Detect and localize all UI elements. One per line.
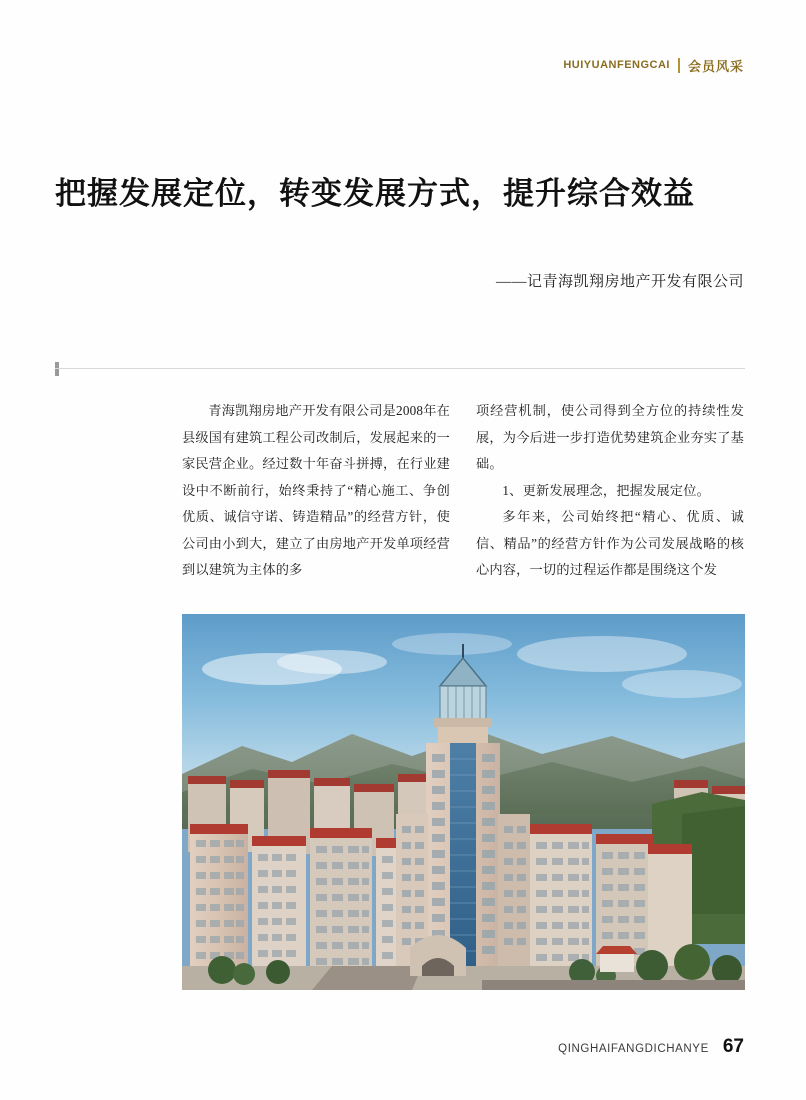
article-title: 把握发展定位，转变发展方式，提升综合效益 — [55, 176, 695, 211]
header-pinyin-label: HUIYUANFENGCAI — [563, 59, 670, 71]
article-body — [182, 398, 745, 584]
divider-cap — [55, 362, 59, 376]
paragraph: 1、更新发展理念，把握发展定位。 — [502, 482, 710, 498]
page-header — [563, 55, 744, 75]
paragraph: 项经营机制，使公司得到全方位的持续性发展，为今后进一步打造优势建筑企业夯实了基础。 — [476, 403, 744, 471]
paragraph: 青海凯翔房地产开发有限公司是2008年在县级国有建筑工程公司改制后，发展起来的一家民营企业。经过数十年奋斗拼搏，在行业建设中不断前行，始终秉持了“精心施工、争创优质、诚信守诺、铸造精品”的经营方针，使公司由小到大，建立了由房地产开发单项经营到以建筑为主体的多 — [182, 403, 450, 577]
residential-buildings-photo — [182, 614, 745, 990]
page-footer — [558, 1036, 744, 1058]
article-subtitle: ——记青海凯翔房地产开发有限公司 — [495, 274, 744, 290]
body-column-right — [476, 398, 744, 584]
header-section-title: 会员风采 — [687, 58, 744, 74]
footer-publication-label: QINGHAIFANGDICHANYE — [558, 1043, 709, 1055]
section-divider — [55, 368, 745, 369]
body-column-left — [182, 398, 450, 584]
paragraph: 多年来，公司始终把“精心、优质、诚信、精品”的经营方针作为公司发展战略的核心内容，一切的过程运作都是围绕这个发 — [476, 509, 744, 577]
header-divider-rule — [678, 58, 680, 73]
page-number: 67 — [722, 1036, 744, 1057]
